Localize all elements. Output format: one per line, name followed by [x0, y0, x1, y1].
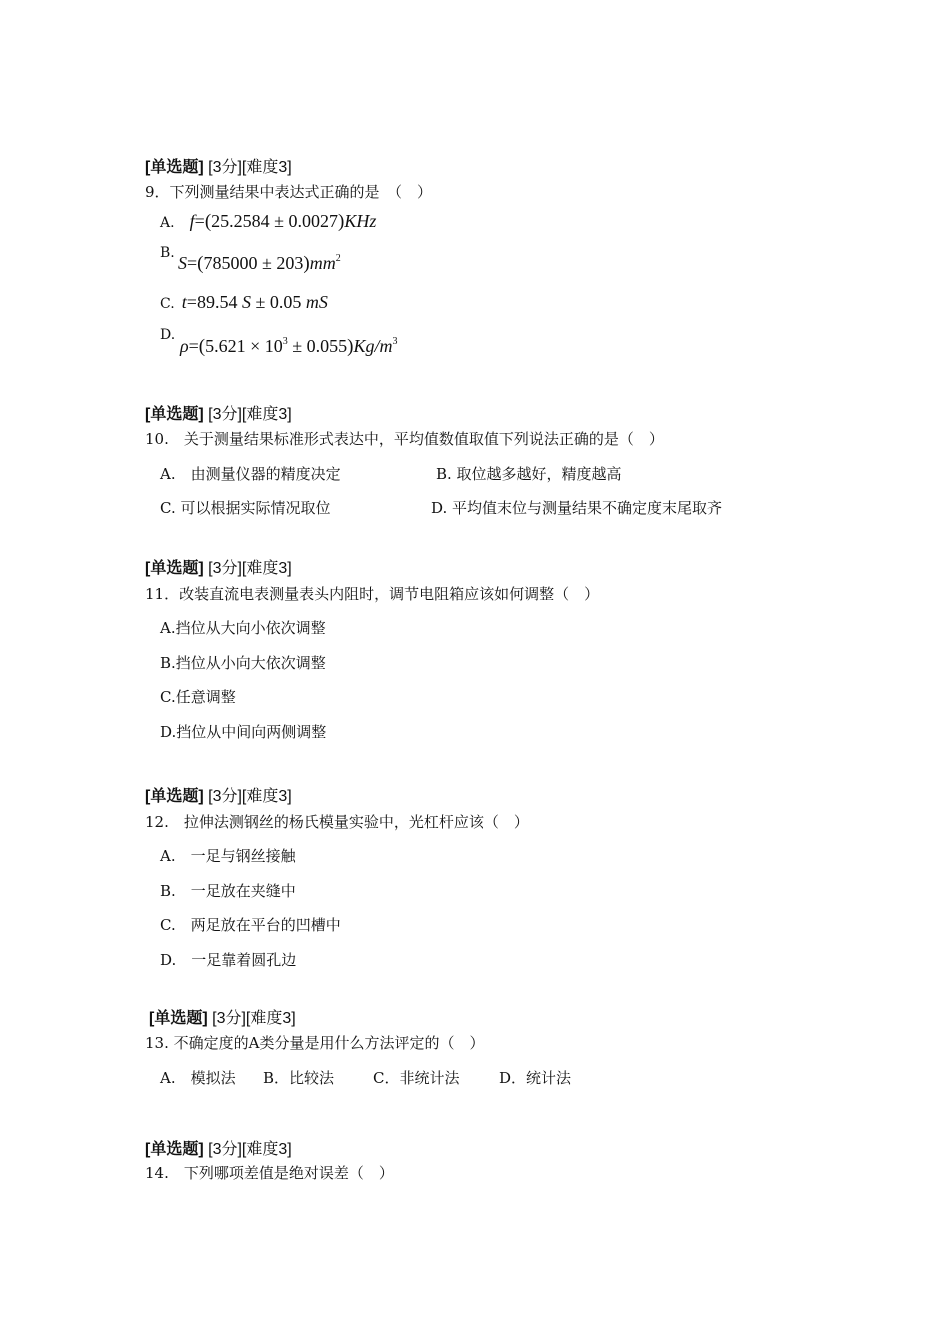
option-b: B. 取位越多越好，精度越高	[436, 465, 622, 483]
question-header: [单选题] [3分][难度3]	[145, 560, 292, 577]
question-stem: 12. 拉伸法测钢丝的杨氏模量实验中，光杠杆应该（ ）	[145, 813, 529, 831]
option-b: B．比较法	[263, 1069, 335, 1087]
option-c: C.任意调整	[160, 688, 236, 706]
option-d: D．统计法	[499, 1069, 572, 1087]
option-b: B. 一足放在夹缝中	[160, 882, 296, 900]
option-b: B.挡位从小向大依次调整	[160, 654, 326, 672]
option-a: A.挡位从大向小依次调整	[160, 619, 326, 637]
option-a: A. 一足与钢丝接触	[160, 847, 296, 865]
question-header: [单选题] [3分][难度3]	[145, 159, 292, 176]
option-c: C．非统计法	[373, 1069, 460, 1087]
option-d: D.挡位从中间向两侧调整	[160, 723, 327, 741]
option-b-label: B.	[160, 245, 175, 261]
question-header: [单选题] [3分][难度3]	[145, 1141, 292, 1158]
option-a: A. 由测量仪器的精度决定	[160, 465, 341, 483]
option-d: D. 一足靠着圆孔边	[160, 951, 297, 969]
question-header: [单选题] [3分][难度3]	[149, 1010, 296, 1027]
option-c: C. 两足放在平台的凹槽中	[160, 916, 341, 934]
option-b: $S=(785000 \pm 203)mm^2$	[178, 253, 341, 274]
option-d-label: D.	[160, 327, 176, 343]
option-a: A. f=(25.2584 ± 0.0027)KHz	[160, 211, 377, 232]
option-c: C. t=89.54 S ± 0.05 mS	[160, 292, 328, 312]
question-stem: 9．下列测量结果中表达式正确的是 （ ）	[145, 183, 433, 201]
option-a: A. 模拟法	[160, 1069, 236, 1087]
question-header: [单选题] [3分][难度3]	[145, 788, 292, 805]
question-stem: 14. 下列哪项差值是绝对误差（ ）	[145, 1164, 394, 1182]
option-d: $\rho=(5.621 \times 10^3 \pm 0.055)Kg/m^3$	[180, 336, 398, 357]
question-header: [单选题] [3分][难度3]	[145, 406, 292, 423]
option-d: D. 平均值末位与测量结果不确定度末尾取齐	[431, 499, 723, 517]
question-stem: 10. 关于测量结果标准形式表达中，平均值数值取值下列说法正确的是（ ）	[145, 430, 664, 448]
question-stem: 13. 不确定度的A类分量是用什么方法评定的（ ）	[145, 1034, 485, 1052]
option-c: C. 可以根据实际情况取位	[160, 499, 331, 517]
question-stem: 11．改装直流电表测量表头内阻时，调节电阻箱应该如何调整（ ）	[145, 585, 600, 603]
